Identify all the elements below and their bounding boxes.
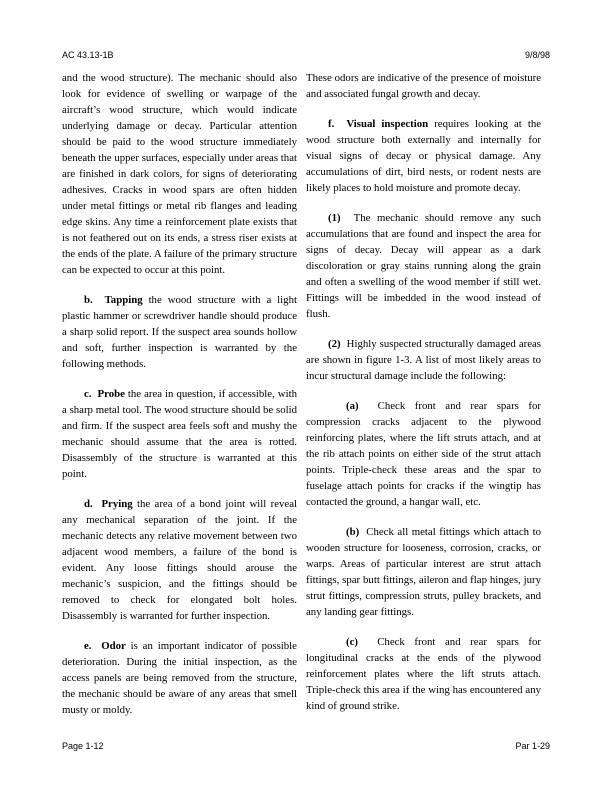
paragraph-b-tapping: [62, 292, 297, 372]
left-column: [62, 70, 297, 732]
item-term: Probe: [97, 388, 125, 400]
paragraph-f2b: [306, 524, 541, 620]
paragraph-f1: [306, 210, 541, 322]
paragraph-f2: [306, 336, 541, 384]
item-text: the area of a bond joint will reveal any mechanical separation of the joint. If the mechanic detects any relative movement between two adjacent wood members, a failure of the bond is evident. Any loose fittings should arouse the mechanic’s suspicion, and the fittings should be removed to check for elongated bolt holes. Disassembly is warranted for further inspection.: [62, 498, 297, 622]
item-text: is an important indicator of possible deterioration. During the initial inspection, as the access panels are being removed from the structure, the mechanic should be aware of any areas that smell musty or moldy.: [62, 640, 297, 716]
item-label: b.: [84, 294, 93, 306]
paragraph-continuation: These odors are indicative of the presence of moisture and associated fungal growth and decay.: [306, 72, 541, 100]
paragraph-f2c: [306, 634, 541, 714]
item-label: c.: [84, 388, 92, 400]
item-term: Tapping: [104, 294, 143, 306]
item-text: the wood structure with a light plastic hammer or screwdriver handle should produce a sharp solid report. If the suspect area sounds hollow and soft, further inspection is warranted by the following methods.: [62, 294, 297, 370]
item-term: Visual inspection: [346, 118, 429, 130]
paragraph-continuation: and the wood structure). The mechanic should also look for evidence of swelling or warpage of the aircraft’s wood structure, which would indicate underlying damage or decay. Particular attention should be paid to the wood structure immediately beneath the upper surfaces, especially under areas that are finished in dark colors, for signs of deteriorating adhesives. Cracks in wood spars are often hidden under metal fittings or metal rib flanges and leading edge skins. Any time a reinforcement plate exists that is not feathered out on its ends, a stress riser exists at the ends of the plate. A failure of the primary structure can be expected to occur at this point.: [62, 72, 297, 276]
paragraph-reference: Par 1-29: [515, 741, 550, 751]
item-label: (c): [346, 636, 358, 648]
page-number: Page 1-12: [62, 741, 104, 751]
item-text: The mechanic should remove any such accumulations that are found and inspect the area for signs of decay. Decay will appear as a dark discoloration or gray stains running along the grain and often a swelling of the wood member if still wet. Fittings will be imbedded in the wood instead of flush.: [306, 212, 541, 320]
item-text: the area in question, if accessible, with a sharp metal tool. The wood structure should be solid and firm. If the suspect area feels soft and mushy the mechanic should assume that the area is rotted. Disassembly of the structure is warranted at this point.: [62, 388, 297, 480]
item-term: Prying: [101, 498, 133, 510]
item-label: e.: [84, 640, 92, 652]
item-label: (2): [328, 338, 341, 350]
item-label: (1): [328, 212, 341, 224]
item-text: Check all metal fittings which attach to wooden structure for looseness, corrosion, cracks, or warps. Areas of particular interest are strut attach fittings, spar butt fittings, aileron and flap hinges, jury strut fittings, compression struts, pulley brackets, and any landing gear fittings.: [306, 526, 541, 618]
right-column: [306, 70, 541, 728]
item-label: (a): [346, 400, 359, 412]
paragraph-f2a: [306, 398, 541, 510]
paragraph-e-odor: [62, 638, 297, 718]
paragraph-c-probe: [62, 386, 297, 482]
running-header-left: AC 43.13-1B: [62, 50, 114, 60]
paragraph-f-visual-inspection: [306, 116, 541, 196]
item-label: f.: [328, 118, 335, 130]
paragraph-d-prying: [62, 496, 297, 624]
item-label: (b): [346, 526, 360, 538]
item-term: Odor: [101, 640, 126, 652]
item-text: Check front and rear spars for longitudinal cracks at the ends of the plywood reinforcement plates where the lift struts attach. Triple-check this area if the wing has encountered any kind of ground strike.: [306, 636, 541, 712]
item-text: Highly suspected structurally damaged areas are shown in figure 1-3. A list of most likely areas to incur structural damage include the following:: [306, 338, 541, 382]
item-text: requires looking at the wood structure both externally and internally for visual signs of decay or physical damage. Any accumulations of dirt, bird nests, or rodent nests are likely places to hold moisture and promote decay.: [306, 118, 542, 194]
item-text: Check front and rear spars for compression cracks adjacent to the plywood reinforcing plates, where the lift struts attach, and at the rib attach points on either side of the strut attach points. Triple-check these areas and the spar to fuselage attach points for cracks if the wingtip has contacted the ground, a hangar wall, etc.: [306, 400, 541, 508]
item-label: d.: [84, 498, 93, 510]
running-header-right: 9/8/98: [524, 50, 550, 60]
